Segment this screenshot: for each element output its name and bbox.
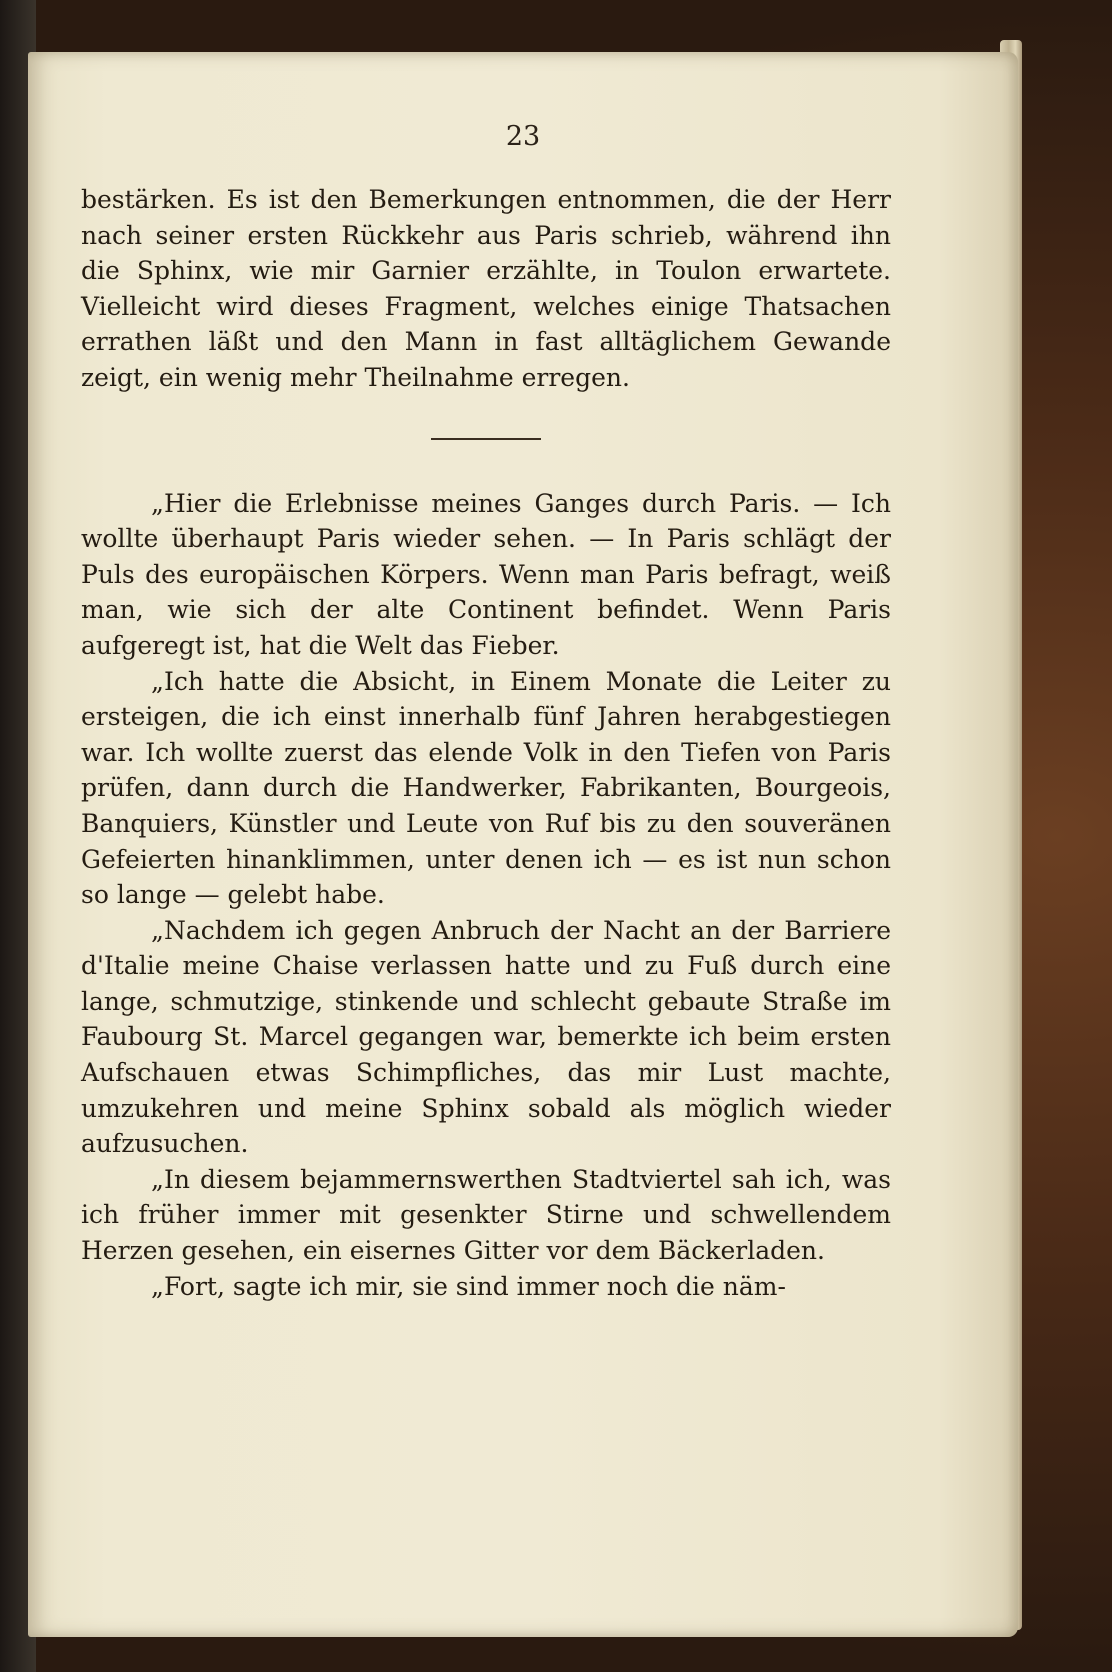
book-page (28, 52, 1018, 1637)
page-text (81, 182, 891, 1304)
paragraph-6: „Fort, sagte ich mir, sie sind immer noch die näm- (151, 1271, 786, 1301)
paragraph-4: „Nachdem ich gegen Anbruch der Nacht an der Barriere d'Italie meine Chaise verlassen hatte und zu Fuß durch eine lange, schmutzige, stinkende und schlecht gebaute Straße im Faubourg St. Marcel gegangen war, bemerkte ich beim ersten Aufschauen etwas Schimpfliches, das mir Lust machte, umzukehren und meine Sphinx sobald als möglich wieder aufzusuchen. (81, 915, 891, 1159)
paragraph-3: „Ich hatte die Absicht, in Einem Monate die Leiter zu ersteigen, die ich einst innerhalb fünf Jahren herabgestiegen war. Ich wollte zuerst das elende Volk in den Tiefen von Paris prüfen, dann durch die Handwerker, Fabrikanten, Bourgeois, Banquiers, Künstler und Leute von Ruf bis zu den souveränen Gefeierten hinanklimmen, unter denen ich — es ist nun schon so lange — gelebt habe. (81, 666, 891, 910)
paragraph-1: bestärken. Es ist den Bemerkungen entnommen, die der Herr nach seiner ersten Rückkehr aus Paris schrieb, während ihn die Sphinx, wie mir Garnier erzählte, in Toulon erwartete. Vielleicht wird dieses Fragment, welches einige Thatsachen errathen läßt und den Mann in fast alltäglichem Gewande zeigt, ein wenig mehr Theilnahme erregen. (81, 185, 891, 392)
page-number: 23 (505, 121, 541, 152)
section-divider (431, 438, 541, 440)
paragraph-5: „In diesem bejammernswerthen Stadtviertel sah ich, was ich früher immer mit gesenkter Stirne und schwellendem Herzen gesehen, ein eisernes Gitter vor dem Bäckerladen. (81, 1164, 891, 1266)
paragraph-2: „Hier die Erlebnisse meines Ganges durch Paris. — Ich wollte überhaupt Paris wieder sehen. — In Paris schlägt der Puls des europäischen Körpers. Wenn man Paris befragt, weiß man, wie sich der alte Continent befindet. Wenn Paris aufgeregt ist, hat die Welt das Fieber. (81, 488, 891, 660)
